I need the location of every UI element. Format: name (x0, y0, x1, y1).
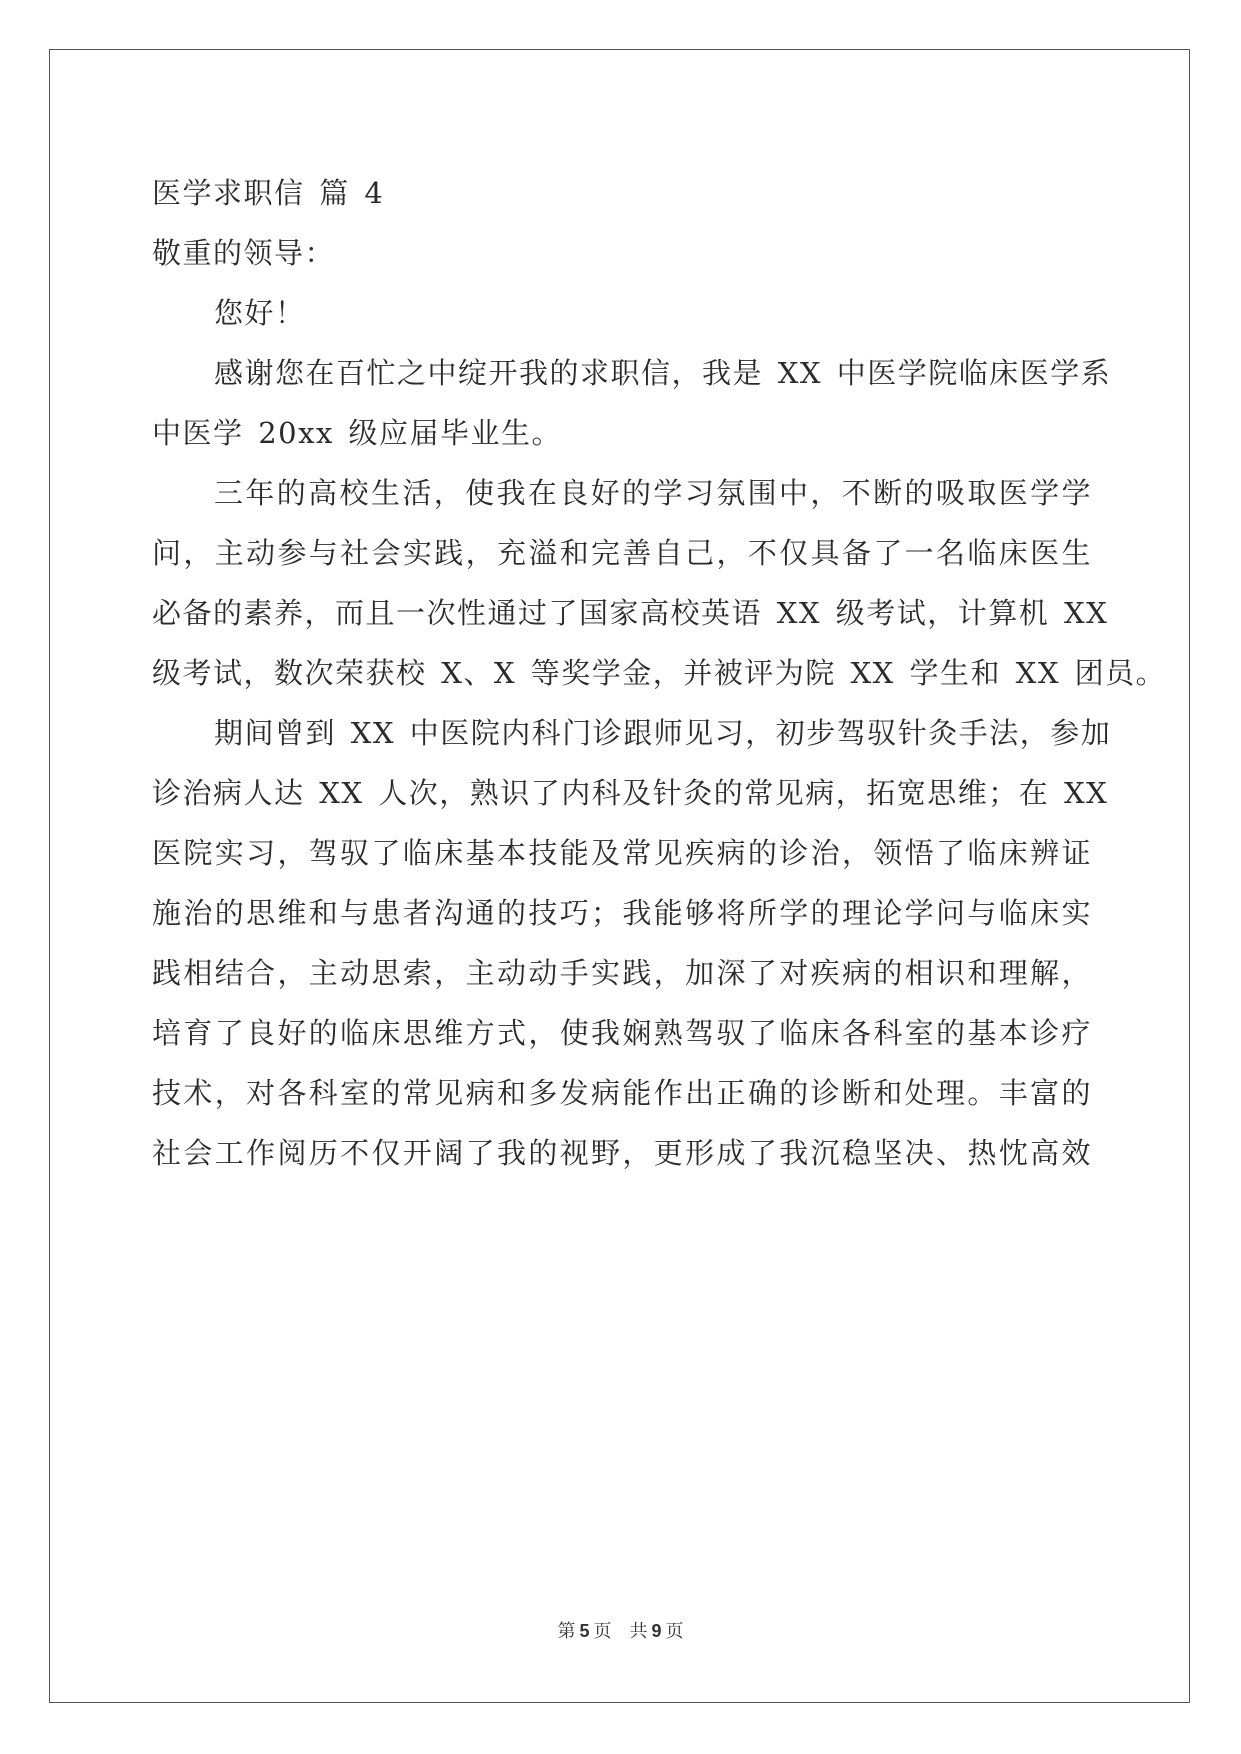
total-prefix: 共 (629, 1621, 648, 1642)
page-suffix: 页 (593, 1621, 612, 1642)
page-number: 5 (579, 1621, 590, 1641)
total-suffix: 页 (665, 1621, 684, 1642)
paragraph-line: 培育了良好的临床思维方式，使我娴熟驾驭了临床各科室的基本诊疗 (152, 1016, 1092, 1050)
paragraph-line: 中医学 20xx 级应届毕业生。 (152, 416, 563, 450)
paragraph-line: 问，主动参与社会实践，充溢和完善自己，不仅具备了一名临床医生 (152, 536, 1092, 570)
paragraph-line: 期间曾到 XX 中医院内科门诊跟师见习，初步驾驭针灸手法，参加 (214, 716, 1112, 750)
letter-title: 医学求职信 篇 4 (152, 176, 385, 210)
paragraph-line: 技术，对各科室的常见病和多发病能作出正确的诊断和处理。丰富的 (152, 1076, 1092, 1110)
paragraph-line: 级考试，数次荣获校 X、X 等奖学金，并被评为院 XX 学生和 XX 团员。 (152, 656, 1167, 690)
paragraph-line: 三年的高校生活，使我在良好的学习氛围中，不断的吸取医学学 (214, 476, 1092, 510)
page-footer (0, 1617, 1241, 1643)
salutation: 敬重的领导： (152, 236, 336, 270)
paragraph-line: 必备的素养，而且一次性通过了国家高校英语 XX 级考试，计算机 XX (152, 596, 1109, 630)
paragraph-line: 施治的思维和与患者沟通的技巧；我能够将所学的理论学问与临床实 (152, 896, 1092, 930)
letter-body (152, 163, 1167, 1183)
paragraph-line: 感谢您在百忙之中绽开我的求职信，我是 XX 中医学院临床医学系 (214, 356, 1112, 390)
paragraph-line: 社会工作阅历不仅开阔了我的视野，更形成了我沉稳坚决、热忱高效 (152, 1136, 1092, 1170)
paragraph-line: 诊治病人达 XX 人次，熟识了内科及针灸的常见病，拓宽思维；在 XX (152, 776, 1109, 810)
greeting: 您好！ (214, 296, 306, 330)
total-pages: 9 (651, 1621, 662, 1641)
paragraph-line: 医院实习，驾驭了临床基本技能及常见疾病的诊治，领悟了临床辨证 (152, 836, 1092, 870)
page-prefix: 第 (557, 1621, 576, 1642)
paragraph-line: 践相结合，主动思索，主动动手实践，加深了对疾病的相识和理解， (152, 956, 1092, 990)
